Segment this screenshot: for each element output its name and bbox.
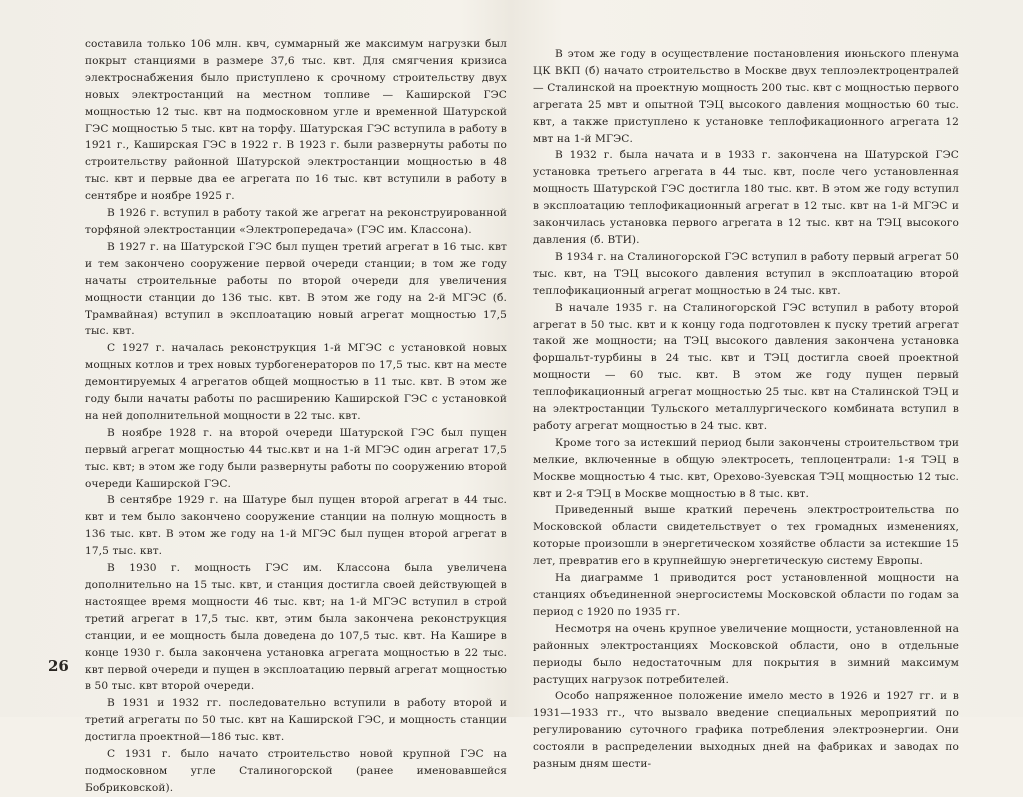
paragraph: В начале 1935 г. на Сталиногорской ГЭС вступил в работу второй агрегат в 50 тыс. квт и к концу года подготовлен к пуску третий агрегат такой же мощности; на ТЭЦ высокого давления закончена установка форшальт-турбины в 24 тыс. квт и ТЭЦ достигла своей проектной мощности — 60 тыс. квт. В этом же году пущен первый теплофикационный агрегат мощностью 25 тыс. квт на Сталинской ТЭЦ и на электростанции Тульского металлургического комбината вступил в работу агрегат мощностью в 24 тыс. квт. — [533, 301, 959, 432]
paragraph: В сентябре 1929 г. на Шатуре был пущен второй агрегат в 44 тыс. квт и тем было закончено сооружение станции на полную мощность в 136 тыс. квт. В этом же году на 1-й МГЭС был пущен второй агрегат в 17,5 тыс. квт. — [85, 494, 507, 558]
paragraph: Кроме того за истекший период были закончены строительством три мелкие, включенные в общую электросеть, теплоцентрали: 1-я ТЭЦ в Москве мощностью 4 тыс. квт, Орехово-Зуевская ТЭЦ мощностью 12 тыс. квт и 2-я ТЭЦ в Москве мощностью в 8 тыс. квт. — [533, 436, 959, 500]
page-number: 26 — [48, 657, 69, 675]
paragraph: В ноябре 1928 г. на второй очереди Шатурской ГЭС был пущен первый агрегат мощностью 44 тыс.квт и на 1-й МГЭС один агрегат 17,5 тыс. квт; в этом же году были развернуты работы по сооружению второй очереди Каширской ГЭС. — [85, 426, 507, 490]
paragraph: В 1934 г. на Сталиногорской ГЭС вступил в работу первый агрегат 50 тыс. квт, на ТЭЦ высокого давления вступил в эксплоатацию второй теплофикационный агрегат мощностью в 24 тыс. квт. — [533, 250, 959, 297]
paragraph: В этом же году в осуществление постановления июньского пленума ЦК ВКП (б) начато строительство в Москве двух теплоэлектроцентралей— Сталинской на проектную мощность 200 тыс. квт с мощностью первого агрегата 25 мвт и опытной ТЭЦ высокого давления мощностью 60 тыс. квт, а также приступлено к установке теплофикационного агрегата 12 мвт на 1-й МГЭС. — [533, 48, 959, 145]
paragraph: В 1931 и 1932 гг. последовательно вступили в работу второй и третий агрегаты по 50 тыс. квт на Каширской ГЭС, и мощность станции достигла проектной—186 тыс. квт. — [85, 697, 507, 744]
paragraph: На диаграмме 1 приводится рост установленной мощности на станциях объединенной энергосистемы Московской области по годам за период с 1920 по 1935 гг. — [533, 572, 959, 618]
paragraph: Приведенный выше краткий перечень электростроительства по Московской области свидетельствует о тех громадных изменениях, которые произошли в энергетическом хозяйстве области за истекшие 15 лет, превратив его в крупнейшую энергетическую систему Европы. — [533, 504, 959, 568]
left-text-column — [85, 36, 507, 794]
paragraph: В 1932 г. была начата и в 1933 г. закончена на Шатурской ГЭС установка третьего агрегата в 44 тыс. квт, после чего установленная мощность Шатурской ГЭС достигла 180 тыс. квт. В этом же году вступил в эксплоатацию теплофикационный агрегат в 12 тыс. квт на 1-й МГЭС и закончилась установка первого агрегата в 12 тыс. квт на ТЭЦ высокого давления (б. ВТИ). — [533, 149, 959, 246]
paragraph: В 1927 г. на Шатурской ГЭС был пущен третий агрегат в 16 тыс. квт и тем закончено сооружение первой очереди станции; в том же году начаты строительные работы по второй очереди для увеличения мощности станции до 136 тыс. квт. В этом же году на 2-й МГЭС (б. Трамвайная) вступил в эксплоатацию новый агрегат мощностью 17,5 тыс. квт. — [85, 240, 507, 338]
right-text-column — [533, 46, 959, 771]
paragraph: В 1930 г. мощность ГЭС им. Классона была увеличена дополнительно на 15 тыс. квт, и станция достигла своей действующей в настоящее время мощности 46 тыс. квт; на 1-й МГЭС вступил в строй третий агрегат в 17,5 тыс. квт, этим была закончена реконструкция станции, и ее мощность была доведена до 107,5 тыс. квт. На Кашире в конце 1930 г. была закончена установка агрегата мощностью в 22 тыс. квт первой очереди и пущен в эксплоатацию первый агрегат мощностью в 50 тыс. квт второй очереди. — [85, 562, 507, 693]
paragraph: Особо напряженное положение имело место в 1926 и 1927 гг. и в 1931—1933 гг., что вызвало введение специальных мероприятий по регулированию суточного графика потребления электроэнергии. Они состояли в распределении выходных дней на фабриках и заводах по разным дням шести- — [533, 690, 959, 771]
paragraph: С 1927 г. началась реконструкция 1-й МГЭС с установкой новых мощных котлов и трех новых турбогенераторов по 17,5 тыс. квт на месте демонтируемых 4 агрегатов общей мощностью в 11 тыс. квт. В этом же году были начаты работы по расширению Каширской ГЭС с установкой на ней дополнительной мощности в 22 тыс. квт. — [85, 342, 507, 422]
paragraph: В 1926 г. вступил в работу такой же агрегат на реконструированной торфяной электростанции «Электропередача» (ГЭС им. Классона). — [85, 207, 507, 236]
paragraph: составила только 106 млн. квч, суммарный же максимум нагрузки был покрыт станциями в размере 37,6 тыс. квт. Для смягчения кризиса электроснабжения было приступлено к срочному строительству двух новых электростанций на местном топливе — Каширской ГЭС мощностью 12 тыс. квт на подмосковном угле и временной Шатурской ГЭС мощностью 5 тыс. квт на торфу. Шатурская ГЭС вступила в работу в 1921 г., Каширская ГЭС в 1922 г. В 1923 г. были развернуты работы по строительству районной Шатурской электростанции мощностью в 48 тыс. квт и первые два ее агрегата по 16 тыс. квт вступили в работу в сентябре и ноябре 1925 г. — [85, 38, 507, 203]
paragraph: С 1931 г. было начато строительство новой крупной ГЭС на подмосковном угле Сталиногорской (ранее именовавшейся Бобриковской). — [85, 748, 507, 794]
paragraph: Несмотря на очень крупное увеличение мощности, установленной на районных электростанциях Московской области, оно в отдельные периоды было недостаточным для покрытия в зимний максимум растущих нагрузок потребителей. — [533, 622, 959, 686]
